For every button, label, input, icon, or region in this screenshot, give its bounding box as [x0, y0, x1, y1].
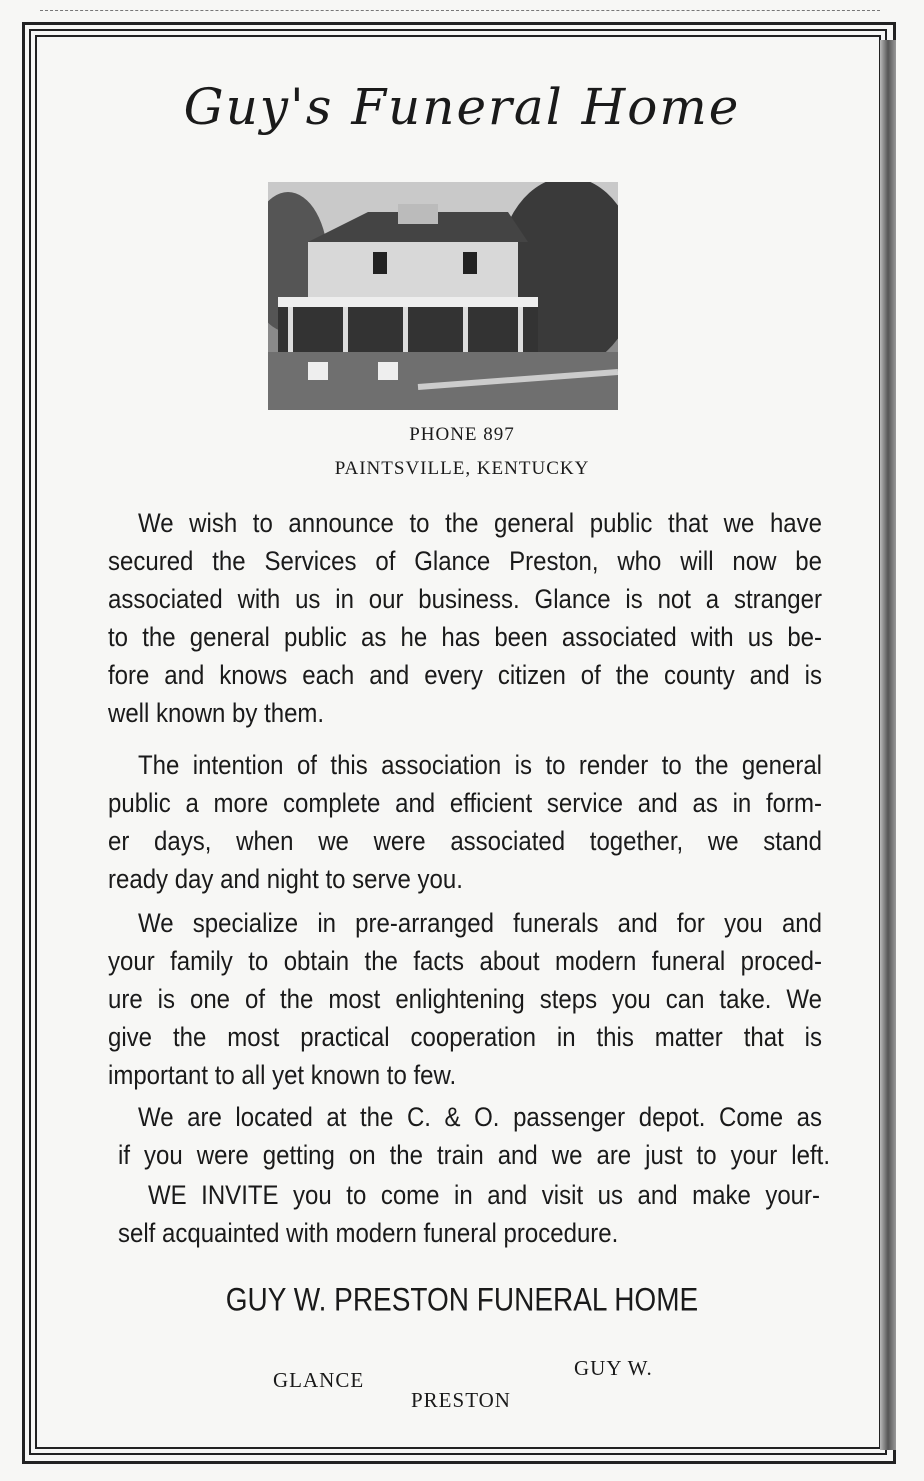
scan-shadow [880, 40, 896, 1450]
phone-number: PHONE 897 [409, 424, 515, 445]
owner-first-name: GUY W. [574, 1356, 653, 1380]
owner-surname: PRESTON [411, 1388, 511, 1412]
body-line: The intention of this association is to render to the general [138, 750, 822, 781]
divider [40, 10, 880, 11]
location: PAINTSVILLE, KENTUCKY [334, 458, 590, 479]
body-line: We specialize in pre-arranged funerals and for you and [138, 908, 822, 939]
body-line: We wish to announce to the general public that we have [138, 508, 822, 539]
owner-first-name: GLANCE [273, 1368, 365, 1392]
funeral-home-photo [268, 182, 618, 410]
body-line: well known by them. [108, 698, 325, 729]
body-line: give the most practical cooperation in this matter that is [108, 1022, 822, 1053]
body-line: er days, when we were associated together, we stand [108, 826, 822, 857]
body-line: fore and knows each and every citizen of the county and is [108, 660, 822, 691]
body-line: ready day and night to serve you. [108, 864, 463, 895]
body-line: self acquainted with modern funeral procedure. [118, 1218, 619, 1249]
business-signature: GUY W. PRESTON FUNERAL HOME [225, 1281, 699, 1318]
body-line: if you were getting on the train and we are just to your left. [118, 1140, 830, 1171]
ad-title: Guy's Funeral Home [183, 78, 741, 136]
body-line: to the general public as he has been associated with us be- [108, 622, 822, 653]
body-line: important to all yet known to few. [108, 1060, 457, 1091]
body-line: We are located at the C. & O. passenger depot. Come as [138, 1102, 822, 1133]
body-line: secured the Services of Glance Preston, who will now be [108, 546, 822, 577]
body-line: public a more complete and efficient service and as in form- [108, 788, 822, 819]
body-line: associated with us in our business. Glance is not a stranger [108, 584, 822, 615]
body-line: your family to obtain the facts about modern funeral proced- [108, 946, 822, 977]
body-line: WE INVITE you to come in and visit us and make your- [148, 1180, 820, 1211]
body-line: ure is one of the most enlightening steps you can take. We [108, 984, 822, 1015]
